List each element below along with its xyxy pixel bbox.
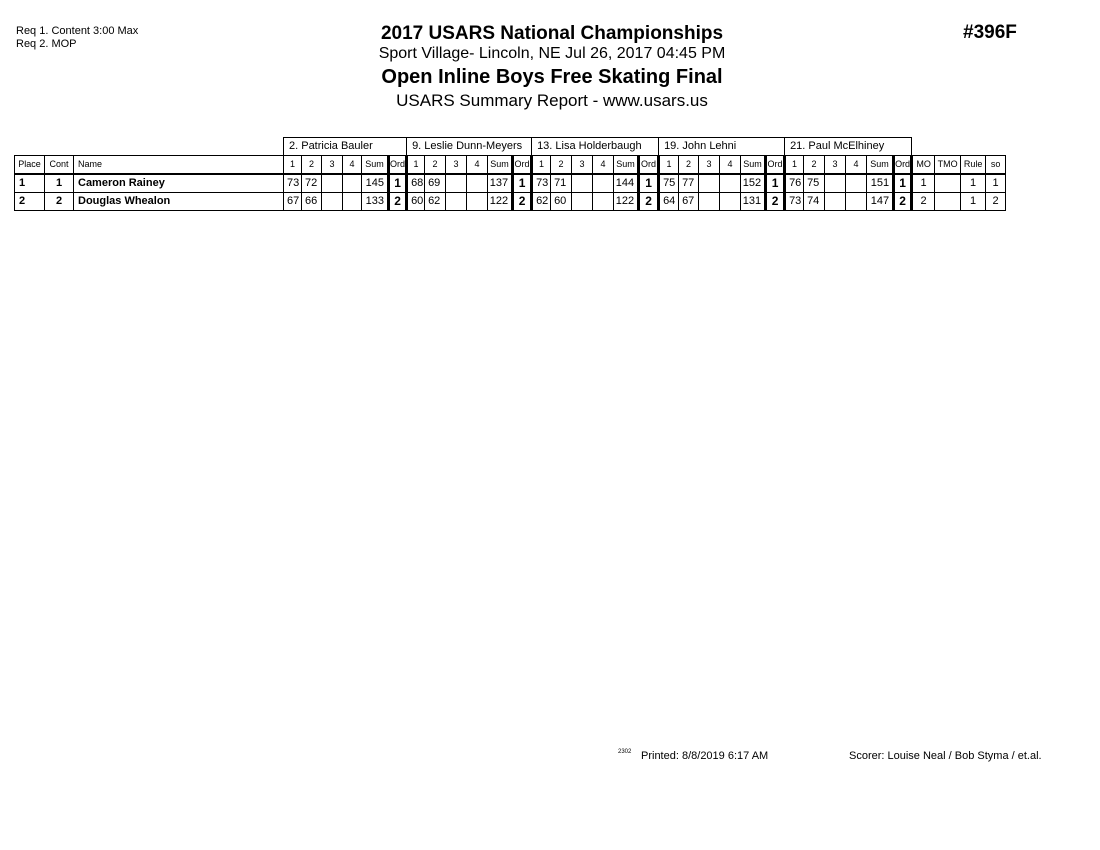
table-row: [15, 193, 1006, 211]
ordinal-cell: 2: [389, 193, 407, 211]
score-cell: 77: [679, 174, 699, 193]
column-header: 4: [720, 156, 741, 175]
score-cell: 60: [407, 193, 425, 211]
column-header: Ord: [639, 156, 659, 175]
place-cell: 1: [15, 174, 45, 193]
judge-name: 21. Paul McElhiney: [785, 138, 912, 156]
judge-header-row: [15, 138, 1006, 156]
venue-date: Sport Village- Lincoln, NE Jul 26, 2017 04:45 PM: [378, 45, 726, 62]
sum-cell: 137: [488, 174, 513, 193]
ordinal-cell: 1: [766, 174, 785, 193]
ordinal-cell: 1: [639, 174, 659, 193]
column-header: Rule: [961, 156, 986, 175]
event-title: Open Inline Boys Free Skating Final: [381, 66, 723, 88]
column-header: Place: [15, 156, 45, 175]
column-header: 1: [407, 156, 425, 175]
score-cell: 72: [302, 174, 322, 193]
score-cell: 69: [425, 174, 446, 193]
rule-cell: 1: [961, 174, 986, 193]
judge-name: 2. Patricia Bauler: [284, 138, 407, 156]
score-cell: [720, 174, 741, 193]
ordinal-cell: 2: [766, 193, 785, 211]
column-header: 3: [572, 156, 593, 175]
score-cell: 73: [284, 174, 302, 193]
score-cell: 73: [532, 174, 551, 193]
column-header: 3: [322, 156, 343, 175]
footer-code: 2302: [618, 749, 632, 755]
score-cell: 68: [407, 174, 425, 193]
sum-cell: 131: [741, 193, 766, 211]
score-cell: 73: [785, 193, 804, 211]
results-table: [14, 137, 1006, 211]
sum-cell: 152: [741, 174, 766, 193]
requirement-1: Req 1. Content 3:00 Max: [16, 25, 139, 37]
column-header: 4: [846, 156, 867, 175]
score-cell: 74: [804, 193, 825, 211]
column-header: Sum: [614, 156, 639, 175]
scorer-credit: Scorer: Louise Neal / Bob Styma / et.al.: [849, 750, 1042, 762]
requirement-2: Req 2. MOP: [16, 38, 77, 50]
sum-cell: 122: [488, 193, 513, 211]
score-cell: [467, 193, 488, 211]
column-header: Sum: [867, 156, 894, 175]
column-header: Ord: [513, 156, 532, 175]
column-header: Cont: [45, 156, 74, 175]
column-header: 1: [532, 156, 551, 175]
column-header: 3: [699, 156, 720, 175]
cont-cell: 2: [45, 193, 74, 211]
score-cell: [846, 174, 867, 193]
requirements: [16, 25, 138, 51]
score-cell: [446, 193, 467, 211]
printed-timestamp: Printed: 8/8/2019 6:17 AM: [641, 750, 769, 762]
report-header: [300, 23, 804, 112]
score-cell: 76: [785, 174, 804, 193]
column-header: Ord: [389, 156, 407, 175]
score-cell: [343, 174, 362, 193]
report-title: USARS Summary Report - www.usars.us: [396, 91, 708, 110]
score-cell: [572, 193, 593, 211]
judge-name: 9. Leslie Dunn-Meyers: [407, 138, 532, 156]
column-header: 1: [284, 156, 302, 175]
ordinal-cell: 1: [894, 174, 912, 193]
mo-cell: 1: [912, 174, 935, 193]
score-cell: [322, 174, 343, 193]
score-cell: 62: [532, 193, 551, 211]
score-cell: [572, 174, 593, 193]
score-cell: 75: [804, 174, 825, 193]
column-header: 3: [446, 156, 467, 175]
column-header: Ord: [894, 156, 912, 175]
column-header: 2: [679, 156, 699, 175]
ordinal-cell: 2: [894, 193, 912, 211]
score-cell: 71: [551, 174, 572, 193]
column-header: MO: [912, 156, 935, 175]
event-number: #396F: [963, 22, 1017, 43]
column-header: 2: [302, 156, 322, 175]
ordinal-cell: 2: [513, 193, 532, 211]
ordinal-cell: 1: [389, 174, 407, 193]
column-header: Name: [74, 156, 284, 175]
score-cell: 67: [679, 193, 699, 211]
score-cell: [467, 174, 488, 193]
skater-name: Douglas Whealon: [74, 193, 284, 211]
so-cell: 1: [986, 174, 1006, 193]
score-cell: 66: [302, 193, 322, 211]
so-cell: 2: [986, 193, 1006, 211]
column-header: Ord: [766, 156, 785, 175]
championship-title: 2017 USARS National Championships: [380, 23, 724, 44]
column-header: 1: [785, 156, 804, 175]
column-header: 4: [343, 156, 362, 175]
score-cell: 60: [551, 193, 572, 211]
score-cell: [720, 193, 741, 211]
judge-name: 19. John Lehni: [659, 138, 785, 156]
place-cell: 2: [15, 193, 45, 211]
score-cell: [825, 193, 846, 211]
column-header: Sum: [741, 156, 766, 175]
score-cell: 67: [284, 193, 302, 211]
mo-cell: 2: [912, 193, 935, 211]
score-cell: [343, 193, 362, 211]
sum-cell: 144: [614, 174, 639, 193]
column-header: 3: [825, 156, 846, 175]
column-header: Sum: [488, 156, 513, 175]
score-cell: 64: [659, 193, 679, 211]
score-cell: [593, 174, 614, 193]
rule-cell: 1: [961, 193, 986, 211]
column-header: 2: [425, 156, 446, 175]
column-header: 4: [593, 156, 614, 175]
score-cell: [846, 193, 867, 211]
score-cell: [699, 193, 720, 211]
table-row: [15, 174, 1006, 193]
column-header: 4: [467, 156, 488, 175]
score-cell: [699, 174, 720, 193]
tmo-cell: [935, 174, 961, 193]
ordinal-cell: 1: [513, 174, 532, 193]
score-cell: [446, 174, 467, 193]
cont-cell: 1: [45, 174, 74, 193]
score-cell: [825, 174, 846, 193]
judge-name: 13. Lisa Holderbaugh: [532, 138, 659, 156]
score-cell: 75: [659, 174, 679, 193]
sum-cell: 151: [867, 174, 894, 193]
column-header-row: [15, 156, 1006, 175]
sum-cell: 145: [362, 174, 389, 193]
score-cell: [322, 193, 343, 211]
score-cell: [593, 193, 614, 211]
sum-cell: 147: [867, 193, 894, 211]
column-header: Sum: [362, 156, 389, 175]
sum-cell: 133: [362, 193, 389, 211]
score-cell: 62: [425, 193, 446, 211]
column-header: 1: [659, 156, 679, 175]
column-header: 2: [804, 156, 825, 175]
tmo-cell: [935, 193, 961, 211]
column-header: TMO: [935, 156, 961, 175]
ordinal-cell: 2: [639, 193, 659, 211]
column-header: 2: [551, 156, 572, 175]
sum-cell: 122: [614, 193, 639, 211]
column-header: so: [986, 156, 1006, 175]
skater-name: Cameron Rainey: [74, 174, 284, 193]
